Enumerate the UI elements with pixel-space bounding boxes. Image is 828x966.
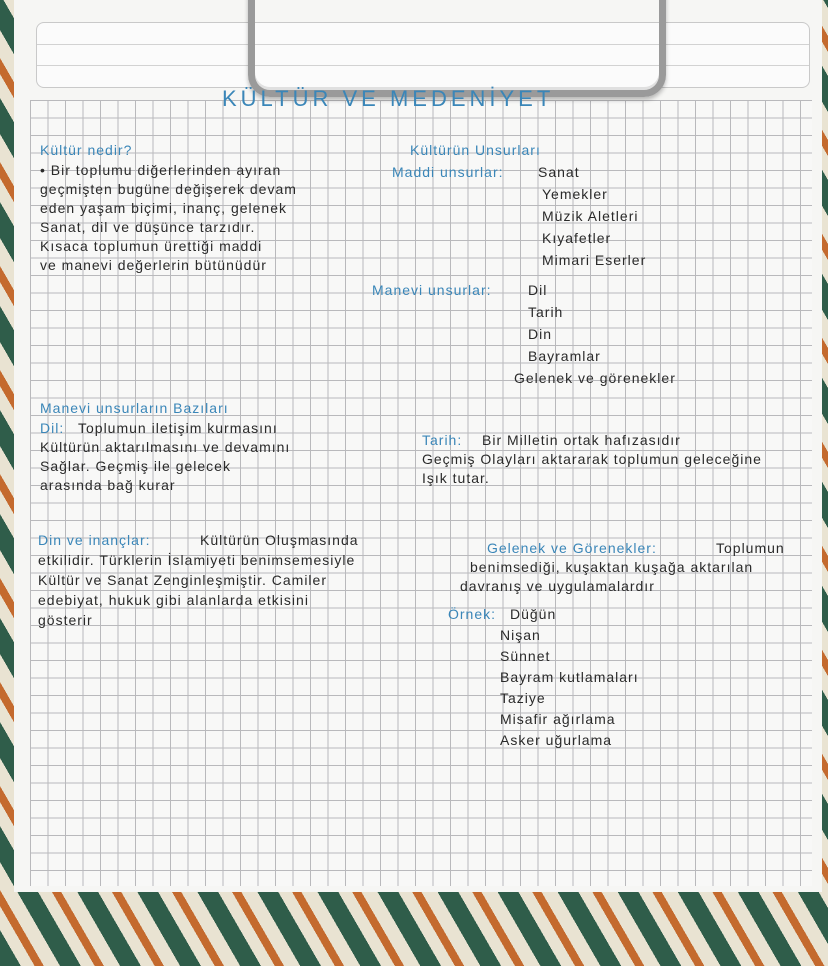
din-label: Din ve inançlar: bbox=[38, 532, 151, 548]
list-item: Din bbox=[528, 326, 553, 342]
dil-label: Dil: bbox=[40, 420, 65, 436]
list-item: Bayram kutlamaları bbox=[500, 669, 639, 685]
page-title: KÜLTÜR VE MEDENİYET bbox=[222, 86, 555, 111]
text-line: Sanat, dil ve düşünce tarzıdır. bbox=[40, 219, 256, 235]
list-item: Bayramlar bbox=[528, 348, 601, 364]
section-heading-kultur-nedir: Kültür nedir? bbox=[40, 142, 133, 158]
manevi-label: Manevi unsurlar: bbox=[372, 282, 492, 298]
list-item: Misafir ağırlama bbox=[500, 711, 616, 727]
text-line: Sağlar. Geçmiş ile gelecek bbox=[40, 458, 231, 474]
list-item: Nişan bbox=[500, 627, 541, 643]
list-item: Sünnet bbox=[500, 648, 551, 664]
text-line: etkilidir. Türklerin İslamiyeti benimsemesiyle bbox=[38, 552, 356, 568]
text-line: gösterir bbox=[38, 612, 93, 628]
text-line: Kültürün Oluşmasında bbox=[200, 532, 359, 548]
section-heading-manevi: Manevi unsurların Bazıları bbox=[40, 400, 229, 416]
text-line: • Bir toplumu diğerlerinden ayıran bbox=[40, 162, 282, 178]
text-line: edebiyat, hukuk gibi alanlarda etkisini bbox=[38, 592, 309, 608]
list-item: Yemekler bbox=[542, 186, 608, 202]
text-line: Kültürün aktarılmasını ve devamını bbox=[40, 439, 291, 455]
gelenek-label: Gelenek ve Görenekler: bbox=[487, 540, 657, 556]
list-item: Taziye bbox=[500, 690, 546, 706]
text-line: Geçmiş Olayları aktararak toplumun geleceğine bbox=[422, 451, 762, 467]
text-line: Toplumun bbox=[716, 540, 785, 556]
text-line: Kısaca toplumun ürettiği maddi bbox=[40, 238, 263, 254]
text-line: geçmişten bugüne değişerek devam bbox=[40, 181, 297, 197]
text-line: Işık tutar. bbox=[422, 470, 490, 486]
list-item: Sanat bbox=[538, 164, 580, 180]
maddi-label: Maddi unsurlar: bbox=[392, 164, 504, 180]
text-line: Kültür ve Sanat Zenginleşmiştir. Camiler bbox=[38, 572, 327, 588]
list-item: Müzik Aletleri bbox=[542, 208, 639, 224]
text-line: benimsediği, kuşaktan kuşağa aktarılan bbox=[470, 559, 754, 575]
text-line: davranış ve uygulamalardır bbox=[460, 578, 655, 594]
ornek-label: Örnek: bbox=[448, 606, 497, 622]
list-item: Asker uğurlama bbox=[500, 732, 613, 748]
text-line: arasında bağ kurar bbox=[40, 477, 176, 493]
grid-paper bbox=[30, 100, 812, 886]
tarih-label: Tarih: bbox=[422, 432, 463, 448]
text-line: Bir Milletin ortak hafızasıdır bbox=[482, 432, 681, 448]
list-item: Dil bbox=[528, 282, 548, 298]
list-item: Kıyafetler bbox=[542, 230, 612, 246]
text-line: Toplumun iletişim kurmasını bbox=[78, 420, 278, 436]
section-heading-unsurlar: Kültürün Unsurları bbox=[410, 142, 541, 158]
list-item: Düğün bbox=[510, 606, 557, 622]
text-line: eden yaşam biçimi, inanç, gelenek bbox=[40, 200, 288, 216]
list-item: Mimari Eserler bbox=[542, 252, 647, 268]
text-line: ve manevi değerlerin bütünüdür bbox=[40, 257, 267, 273]
clipboard-clip bbox=[248, 0, 666, 97]
list-item: Gelenek ve görenekler bbox=[514, 370, 676, 386]
list-item: Tarih bbox=[528, 304, 564, 320]
